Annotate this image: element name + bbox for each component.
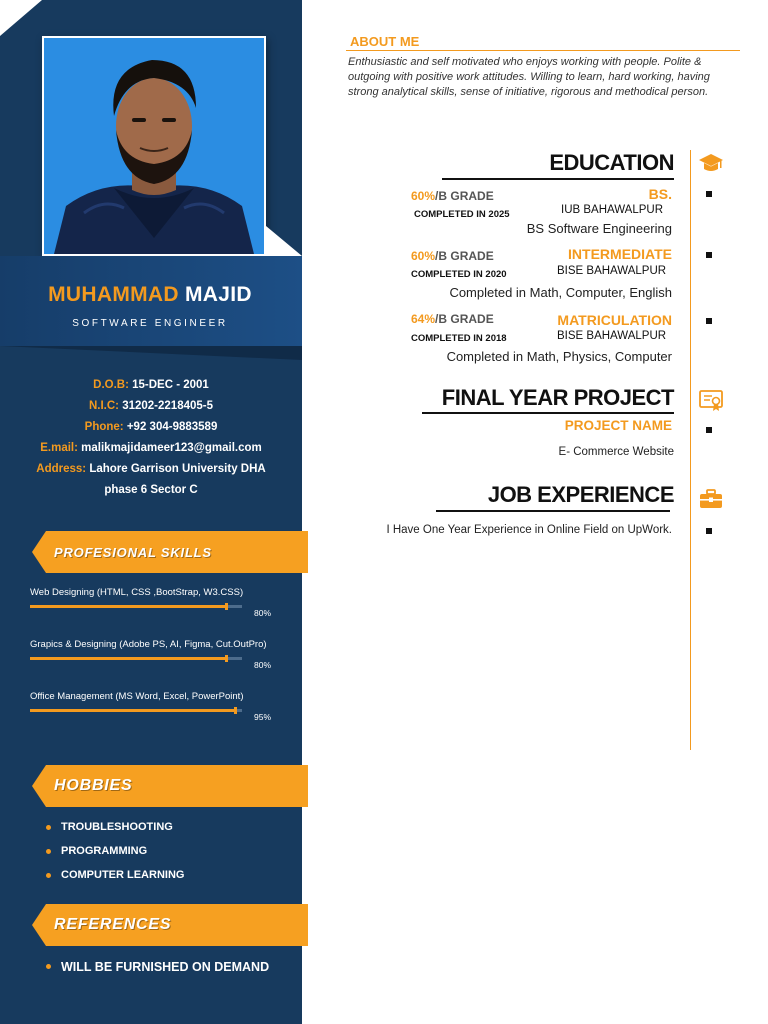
sidebar-corner-cut [0,0,42,36]
nic-label: N.I.C: [88,400,119,412]
timeline-marker [706,252,712,258]
address-row [20,459,282,480]
edu-completed: COMPLETED IN 2018 [411,333,507,344]
timeline-marker [706,528,712,534]
dob-value: 15-DEC - 2001 [132,379,209,391]
experience-divider [436,510,670,512]
hobby-item: TROUBLESHOOTING [46,821,184,833]
skill-bar-fill [30,657,227,660]
phone-value: +92 304-9883589 [126,421,218,433]
skill-bar-knob [234,707,237,714]
skill-name: Web Designing (HTML, CSS ,BootStrap, W3.CSS) [30,587,244,598]
graduation-cap-icon [698,150,724,176]
project-label: PROJECT NAME [564,418,672,433]
skill-web-designing [30,587,280,618]
dob-row [20,375,282,396]
skills-heading: PROFESIONAL SKILLS [54,545,212,560]
edu-degree: BS. [648,186,672,202]
edu-degree: INTERMEDIATE [568,246,672,262]
edu-institute: BISE BAHAWALPUR [557,330,667,342]
skill-name: Office Management (MS Word, Excel, PowerPoint) [30,691,244,702]
edu-degree: MATRICULATION [557,312,672,328]
references-heading: REFERENCES [54,916,172,933]
about-heading: ABOUT ME [350,34,420,49]
address-label: Address: [36,463,87,475]
project-value: E- Commerce Website [558,446,674,458]
skill-bar-fill [30,709,236,712]
skill-percent: 95% [254,712,272,722]
address-line1: Lahore Garrison University DHA [89,463,266,475]
full-name [0,283,300,307]
photo-corner-fold [266,226,302,256]
email-value: malikmajidameer123@gmail.com [81,442,262,454]
timeline-marker [706,191,712,197]
skill-bar-track [30,605,242,608]
references-list [46,960,269,974]
experience-heading: JOB EXPERIENCE [487,482,674,507]
profile-photo-portrait [44,38,264,254]
edu-percent: 64% [411,312,436,326]
nic-row [20,396,282,417]
about-text: Enthusiastic and self motivated who enjoys working with people. Polite & outgoing with positive work attitudes. Willing to learn, hard working, having strong analytical skills, sense of initiative, rigorous and methodical person. [348,56,710,98]
project-heading: FINAL YEAR PROJECT [441,385,674,410]
timeline-line [690,150,691,750]
skill-name: Grapics & Designing (Adobe PS, AI, Figma, Cut.OutPro) [30,639,267,650]
edu-institute: BISE BAHAWALPUR [557,265,667,277]
skill-percent: 80% [254,660,272,670]
edu-grade-text: /B GRADE [435,312,494,326]
phone-label: Phone: [84,421,124,433]
skill-office-management [30,691,280,722]
skill-percent: 80% [254,608,272,618]
profile-photo [44,38,264,254]
skill-bar-track [30,657,242,660]
skill-bar-fill [30,605,227,608]
hobby-item: PROGRAMMING [46,845,184,857]
edu-grade [411,189,494,203]
edu-percent: 60% [411,189,436,203]
edu-institute: IUB BAHAWALPUR [561,204,664,216]
project-divider [422,412,674,414]
edu-grade [411,249,494,263]
edu-detail: BS Software Engineering [526,221,672,236]
edu-detail: Completed in Math, Computer, English [449,285,672,300]
edu-percent: 60% [411,249,436,263]
briefcase-icon [698,486,724,512]
last-name: MAJID [185,283,252,306]
email-label: E.mail: [40,442,78,454]
hobby-item: COMPUTER LEARNING [46,869,184,881]
email-row [20,438,282,459]
education-heading: EDUCATION [549,150,674,175]
phone-row [20,417,282,438]
hobbies-list [46,821,184,881]
skill-bar-knob [225,655,228,662]
nic-value: 31202-2218405-5 [122,400,214,412]
edu-grade-text: /B GRADE [435,189,494,203]
first-name: MUHAMMAD [48,283,179,306]
hobbies-heading: HOBBIES [54,777,133,794]
job-title: SOFTWARE ENGINEER [72,318,228,329]
edu-completed: COMPLETED IN 2025 [414,209,510,220]
dob-label: D.O.B: [93,379,129,391]
edu-completed: COMPLETED IN 2020 [411,269,507,280]
edu-grade [411,312,494,326]
timeline-marker [706,318,712,324]
experience-text: I Have One Year Experience in Online Field on UpWork. [386,524,672,536]
skill-graphics-designing [30,639,280,670]
about-divider [346,50,740,51]
address-line2: phase 6 Sector C [104,484,198,496]
timeline-marker [706,427,712,433]
edu-detail: Completed in Math, Physics, Computer [446,349,672,364]
reference-item: WILL BE FURNISHED ON DEMAND [46,960,269,974]
skill-bar-track [30,709,242,712]
skill-bar-knob [225,603,228,610]
contact-info [20,375,282,501]
edu-grade-text: /B GRADE [435,249,494,263]
certificate-icon [698,388,724,414]
education-divider [442,178,674,180]
